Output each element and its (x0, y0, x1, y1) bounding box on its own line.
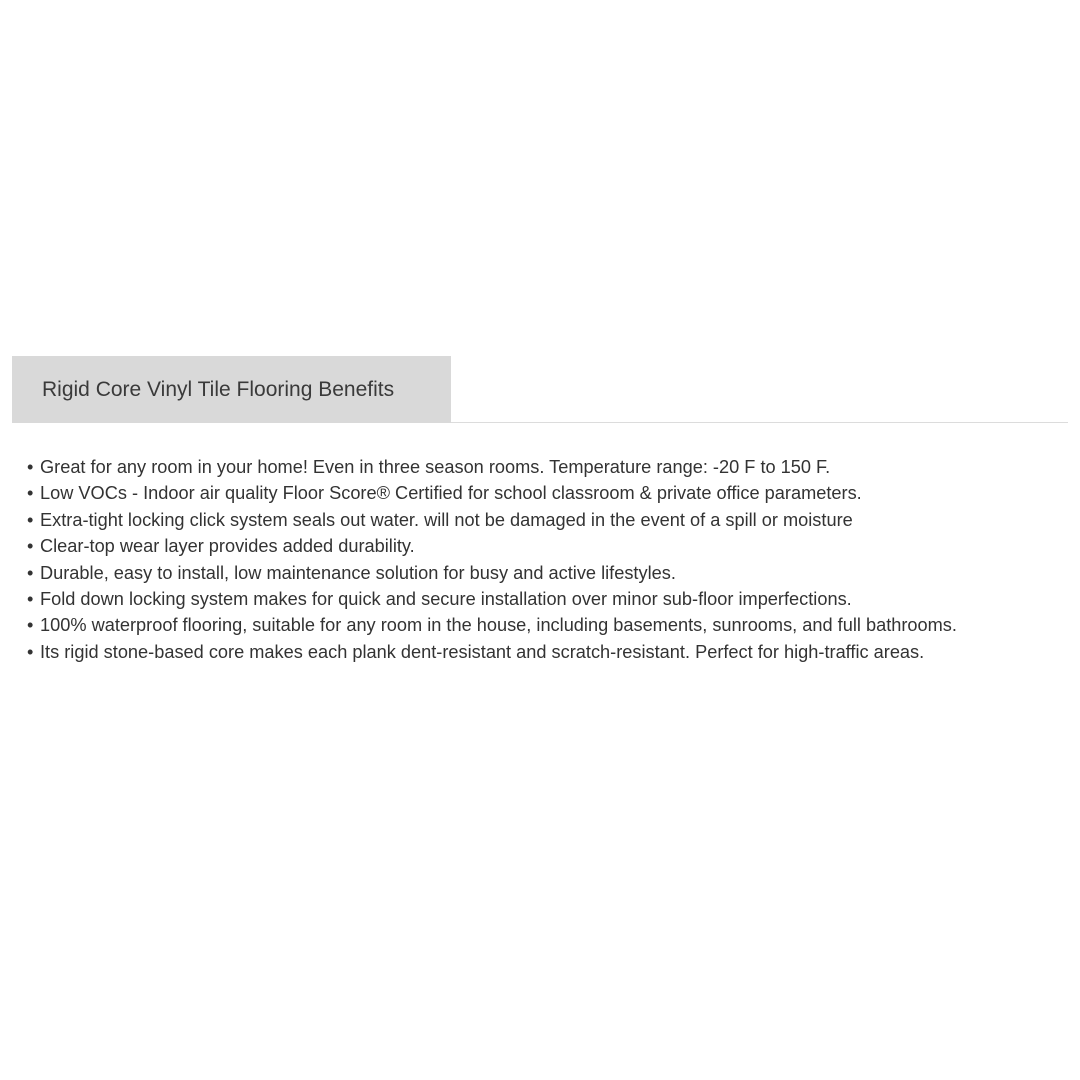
list-item (27, 639, 1072, 665)
benefit-text: Low VOCs - Indoor air quality Floor Score® Certified for school classroom & private office parameters. (40, 483, 862, 504)
bullet: • (27, 457, 34, 477)
tab-label: Rigid Core Vinyl Tile Flooring Benefits (42, 377, 395, 401)
benefit-text: Clear-top wear layer provides added durability. (40, 536, 415, 557)
bullet: • (27, 589, 34, 610)
list-item (27, 454, 1072, 480)
benefit-text: Great for any room in your home! Even in three season rooms. Temperature range: -20 F to 150 F. (40, 457, 831, 477)
list-item (27, 507, 1072, 533)
product-tabs (12, 356, 1068, 662)
tab-flooring-benefits[interactable] (12, 356, 451, 423)
tab-bar (12, 356, 1068, 423)
benefit-text: Fold down locking system makes for quick and secure installation over minor sub-floor imperfections. (40, 589, 852, 610)
benefit-text: Durable, easy to install, low maintenance solution for busy and active lifestyles. (40, 562, 676, 583)
bullet: • (27, 483, 34, 504)
list-item (27, 480, 1072, 506)
benefit-text: Extra-tight locking click system seals out water. will not be damaged in the event of a spill or moisture (40, 509, 853, 530)
bullet: • (27, 536, 34, 557)
list-item (27, 533, 1072, 559)
list-item (27, 586, 1072, 612)
list-item (27, 612, 1072, 638)
benefit-text: 100% waterproof flooring, suitable for any room in the house, including basements, sunrooms, and full bathrooms. (40, 615, 957, 636)
bullet: • (27, 562, 34, 583)
benefit-text: Its rigid stone-based core makes each plank dent-resistant and scratch-resistant. Perfect for high-traffic areas. (40, 641, 925, 662)
bullet: • (27, 615, 34, 636)
bullet: • (27, 641, 34, 662)
benefits-list (27, 454, 1072, 665)
bullet: • (27, 509, 34, 530)
list-item (27, 560, 1072, 586)
